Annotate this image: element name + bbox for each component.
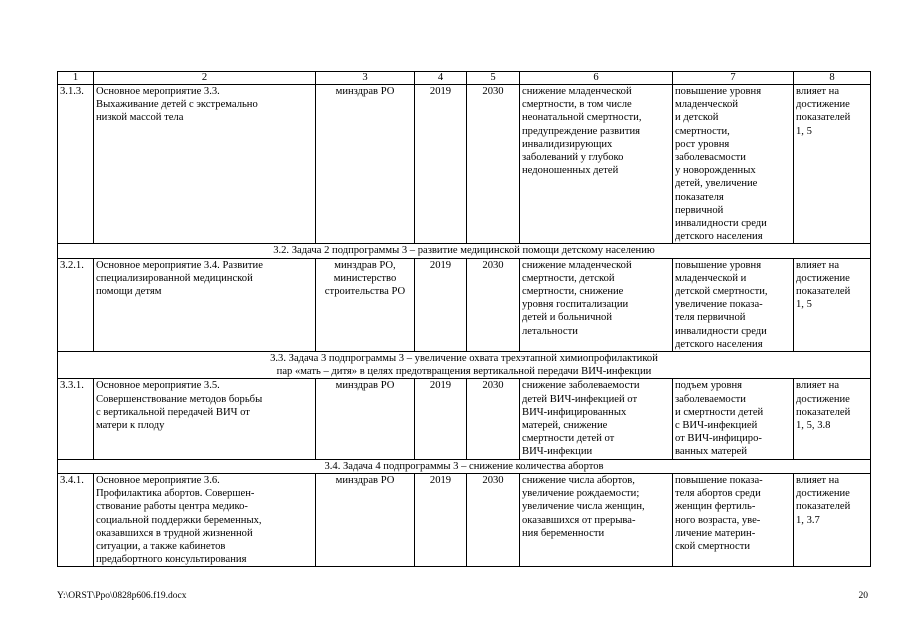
executor: минздрав РО xyxy=(316,473,415,566)
table-body xyxy=(58,72,871,567)
executor: минздрав РО xyxy=(316,379,415,459)
col-header-7: 7 xyxy=(673,72,794,85)
activity-name: Основное мероприятие 3.6. Профилактика абортов. Совершен- ствование работы центра медико- социальной поддержки беременных, оказавшихся в трудной жизненной ситуации, а также кабинетов предабортного консультирования xyxy=(94,473,316,566)
activity-name: Основное мероприятие 3.4. Развитие специализированной медицинской помощи детям xyxy=(94,258,316,351)
indicator-link: влияет на достижение показателей 1, 5, 3.8 xyxy=(794,379,871,459)
start-year: 2019 xyxy=(415,379,467,459)
executor: минздрав РО xyxy=(316,85,415,244)
section-row xyxy=(58,459,871,473)
expected-result: снижение младенческой смертности, в том числе неонатальной смертности, предупреждение развития инвалидизирующих заболеваний у глубоко недоношенных детей xyxy=(520,85,673,244)
col-header-5: 5 xyxy=(467,72,520,85)
document-path: Y:\ORST\Ppo\0828p606.f19.docx xyxy=(57,591,187,601)
section-title: 3.2. Задача 2 подпрограммы 3 – развитие медицинской помощи детскому населению xyxy=(58,244,871,258)
row-number: 3.2.1. xyxy=(58,258,94,351)
consequences: подъем уровня заболеваемости и смертности детей с ВИЧ-инфекцией от ВИЧ-инфициро- ванных матерей xyxy=(673,379,794,459)
start-year: 2019 xyxy=(415,85,467,244)
page-number: 20 xyxy=(858,591,868,601)
table-row xyxy=(58,85,871,244)
expected-result: снижение числа абортов, увеличение рождаемости; увеличение числа женщин, оказавшихся от прерыва- ния беременности xyxy=(520,473,673,566)
row-number: 3.1.3. xyxy=(58,85,94,244)
col-header-4: 4 xyxy=(415,72,467,85)
col-header-3: 3 xyxy=(316,72,415,85)
end-year: 2030 xyxy=(467,473,520,566)
activity-name: Основное мероприятие 3.3. Выхаживание детей с экстремально низкой массой тела xyxy=(94,85,316,244)
start-year: 2019 xyxy=(415,473,467,566)
header-row xyxy=(58,72,871,85)
end-year: 2030 xyxy=(467,85,520,244)
consequences: повышение показа- теля абортов среди женщин фертиль- ного возраста, уве- личение материн- ской смертности xyxy=(673,473,794,566)
expected-result: снижение младенческой смертности, детской смертности, снижение уровня госпитализации детей и больничной летальности xyxy=(520,258,673,351)
indicator-link: влияет на достижение показателей 1, 5 xyxy=(794,85,871,244)
row-number: 3.4.1. xyxy=(58,473,94,566)
end-year: 2030 xyxy=(467,379,520,459)
section-title: 3.3. Задача 3 подпрограммы 3 – увеличение охвата трехэтапной химиопрофилактикой пар «мать – дитя» в целях предотвращения вертикальной передачи ВИЧ-инфекции xyxy=(58,352,871,379)
expected-result: снижение заболеваемости детей ВИЧ-инфекцией от ВИЧ-инфицированных матерей, снижение смертности детей от ВИЧ-инфекции xyxy=(520,379,673,459)
section-title: 3.4. Задача 4 подпрограммы 3 – снижение количества абортов xyxy=(58,459,871,473)
col-header-2: 2 xyxy=(94,72,316,85)
table-row xyxy=(58,379,871,459)
activity-name: Основное мероприятие 3.5. Совершенствование методов борьбы с вертикальной передачей ВИЧ от матери к плоду xyxy=(94,379,316,459)
activities-table xyxy=(57,71,871,567)
end-year: 2030 xyxy=(467,258,520,351)
consequences: повышение уровня младенческой и детской смертности, увеличение показа- теля первичной инвалидности среди детского населения xyxy=(673,258,794,351)
section-row xyxy=(58,244,871,258)
indicator-link: влияет на достижение показателей 1, 3.7 xyxy=(794,473,871,566)
col-header-8: 8 xyxy=(794,72,871,85)
table-row xyxy=(58,258,871,351)
table-row xyxy=(58,473,871,566)
consequences: повышение уровня младенческой и детской смертности, рост уровня заболевасмости у новорожденных детей, увеличение показателя первичной инвалидности среди детского населения xyxy=(673,85,794,244)
col-header-1: 1 xyxy=(58,72,94,85)
executor: минздрав РО, министерство строительства РО xyxy=(316,258,415,351)
indicator-link: влияет на достижение показателей 1, 5 xyxy=(794,258,871,351)
section-row xyxy=(58,352,871,379)
row-number: 3.3.1. xyxy=(58,379,94,459)
start-year: 2019 xyxy=(415,258,467,351)
col-header-6: 6 xyxy=(520,72,673,85)
